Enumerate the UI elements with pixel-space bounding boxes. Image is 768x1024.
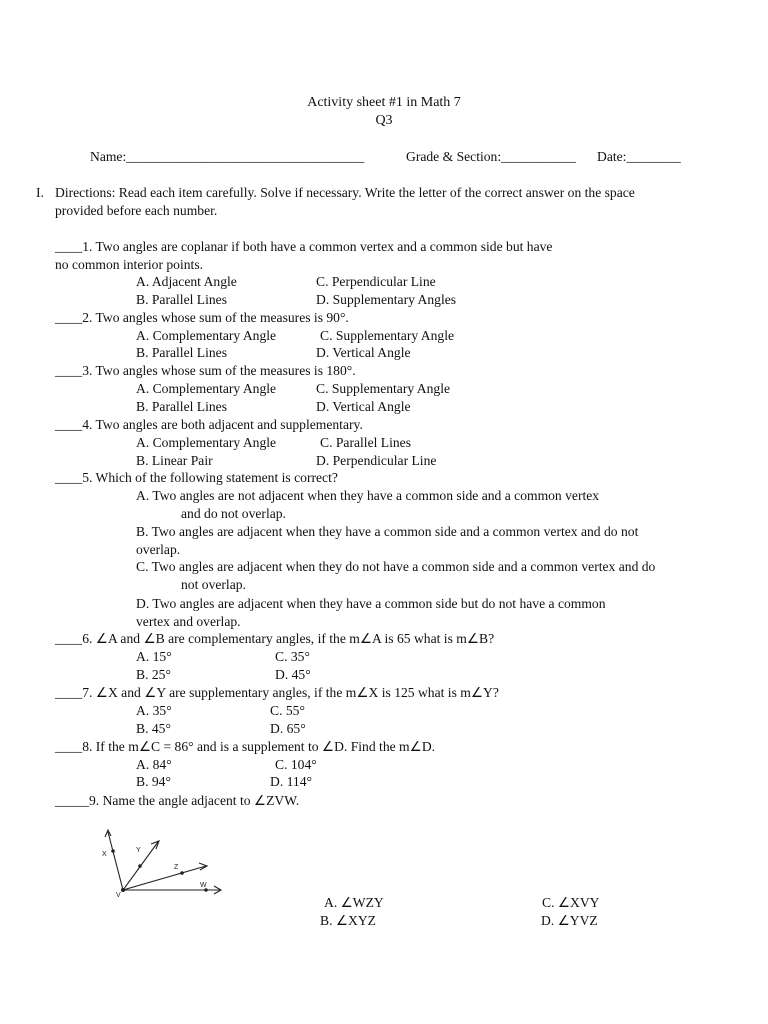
question-9-choice-c: C. ∠XVY [542, 895, 600, 910]
section-number: I. [36, 185, 44, 200]
grade-section-field[interactable]: Grade & Section:___________ [406, 149, 576, 164]
label-z: Z [174, 864, 179, 871]
ray-vz [123, 866, 206, 890]
question-1-choice-c: C. Perpendicular Line [316, 274, 436, 289]
question-3-choice-b: B. Parallel Lines [136, 399, 227, 414]
question-5-choice-a: A. Two angles are not adjacent when they have a common side and a common vertex [136, 488, 600, 503]
question-4-choice-d: D. Perpendicular Line [316, 453, 437, 468]
question-2-choice-b: B. Parallel Lines [136, 345, 227, 360]
question-3-choice-a: A. Complementary Angle [136, 381, 277, 396]
ray-vx [108, 832, 123, 890]
label-v: V [116, 892, 121, 899]
question-8-choice-a: A. 84° [136, 757, 172, 772]
question-8-stem: ____8. If the m∠C = 86° and is a supplement to ∠D. Find the m∠D. [55, 739, 436, 754]
name-field[interactable]: Name:___________________________________ [90, 149, 365, 164]
angle-diagram [96, 824, 228, 900]
question-9-choice-b: B. ∠XYZ [320, 913, 376, 928]
question-1-stem: ____1. Two angles are coplanar if both have a common vertex and a common side but have [55, 239, 553, 254]
question-6-choice-d: D. 45° [275, 667, 311, 682]
page-subtitle: Q3 [375, 113, 393, 128]
point-v [121, 888, 125, 892]
question-3-stem: ____3. Two angles whose sum of the measures is 180°. [55, 363, 356, 378]
question-4-choice-a: A. Complementary Angle [136, 435, 277, 450]
directions-line-1: Directions: Read each item carefully. Solve if necessary. Write the letter of the correct answer on the space [55, 185, 635, 200]
date-field[interactable]: Date:________ [597, 149, 681, 164]
question-6-choice-a: A. 15° [136, 649, 172, 664]
question-8-choice-b: B. 94° [136, 774, 171, 789]
question-5-choice-c: C. Two angles are adjacent when they do not have a common side and a common vertex and do [136, 559, 656, 574]
question-9-choice-d: D. ∠YVZ [541, 913, 598, 928]
point-x [111, 849, 115, 853]
question-5-choice-a-cont: and do not overlap. [181, 506, 286, 521]
question-4-stem: ____4. Two angles are both adjacent and supplementary. [55, 417, 363, 432]
question-7-choice-c: C. 55° [270, 703, 305, 718]
point-z [180, 871, 184, 875]
question-1-choice-b: B. Parallel Lines [136, 292, 227, 307]
question-7-choice-d: D. 65° [270, 721, 306, 736]
question-4-choice-c: C. Parallel Lines [320, 435, 411, 450]
point-y [138, 864, 142, 868]
question-5-choice-d: D. Two angles are adjacent when they have a common side but do not have a common [136, 596, 606, 611]
question-6-stem: ____6. ∠A and ∠B are complementary angles, if the m∠A is 65 what is m∠B? [55, 631, 495, 646]
question-6-choice-b: B. 25° [136, 667, 171, 682]
label-x: X [102, 851, 107, 858]
question-3-choice-c: C. Supplementary Angle [316, 381, 451, 396]
question-8-choice-c: C. 104° [275, 757, 317, 772]
question-5-stem: ____5. Which of the following statement is correct? [55, 470, 338, 485]
question-3-choice-d: D. Vertical Angle [316, 399, 411, 414]
question-7-stem: ____7. ∠X and ∠Y are supplementary angles, if the m∠X is 125 what is m∠Y? [55, 685, 499, 700]
question-1-stem-cont: no common interior points. [55, 257, 204, 272]
question-5-choice-b-cont: overlap. [136, 542, 181, 557]
question-5-choice-c-cont: not overlap. [181, 577, 246, 592]
label-w: W [200, 882, 207, 889]
question-2-choice-d: D. Vertical Angle [316, 345, 411, 360]
question-5-choice-d-cont: vertex and overlap. [136, 614, 241, 629]
question-6-choice-c: C. 35° [275, 649, 310, 664]
question-5-choice-b: B. Two angles are adjacent when they have a common side and a common vertex and do not [136, 524, 639, 539]
directions-line-2: provided before each number. [55, 203, 218, 218]
label-y: Y [136, 847, 141, 854]
page-title: Activity sheet #1 in Math 7 [307, 95, 461, 110]
question-1-choice-a: A. Adjacent Angle [136, 274, 237, 289]
question-9-stem: _____9. Name the angle adjacent to ∠ZVW. [55, 793, 300, 808]
question-8-choice-d: D. 114° [270, 774, 312, 789]
question-7-choice-a: A. 35° [136, 703, 172, 718]
question-7-choice-b: B. 45° [136, 721, 171, 736]
question-4-choice-b: B. Linear Pair [136, 453, 213, 468]
question-1-choice-d: D. Supplementary Angles [316, 292, 457, 307]
question-2-stem: ____2. Two angles whose sum of the measures is 90°. [55, 310, 349, 325]
question-2-choice-a: A. Complementary Angle [136, 328, 277, 343]
question-9-choice-a: A. ∠WZY [324, 895, 384, 910]
question-2-choice-c: C. Supplementary Angle [320, 328, 455, 343]
